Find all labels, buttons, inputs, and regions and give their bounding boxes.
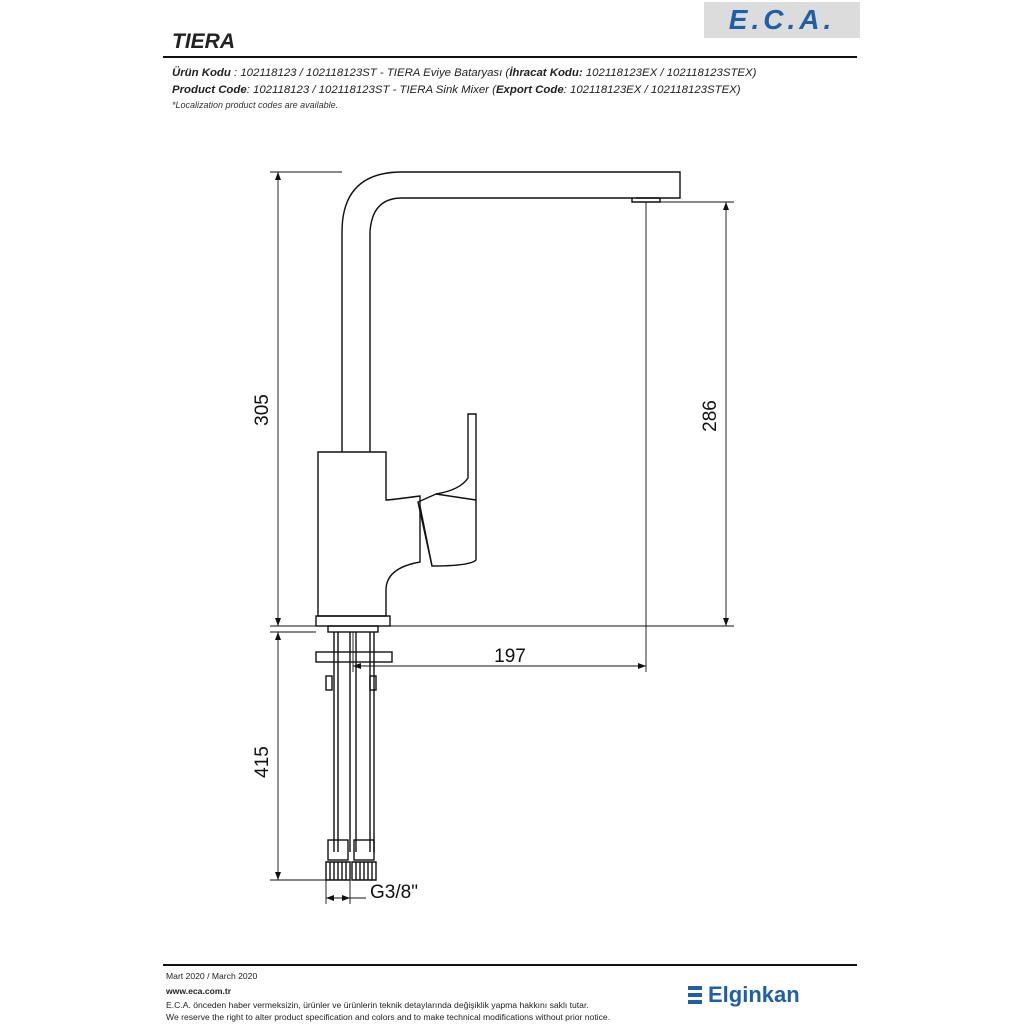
en-export-codes: : 102118123EX / 102118123STEX)	[563, 84, 741, 96]
brand-text: Elginkan	[708, 982, 800, 1007]
handle-inner	[436, 494, 476, 500]
footer-disclaimer-en: We reserve the right to alter product specification and colors and to make technical modifications without prior notice.	[166, 1012, 611, 1022]
product-title: TIERA	[172, 30, 235, 53]
tr-codes: : 102118123 / 102118123ST - TIERA Eviye Bataryası (	[230, 67, 510, 79]
nut-left	[326, 676, 332, 690]
elginkan-logo	[688, 982, 800, 1008]
footer-disclaimer-tr: E.C.A. önceden haber vermeksizin, ürünler ve ürünlerin teknik detaylarında değişiklik yapma hakkını saklı tutar.	[166, 1000, 589, 1010]
nut-right	[370, 676, 376, 690]
dim-label-415: 415	[252, 746, 273, 778]
dim-label-thread: G3/8"	[370, 882, 418, 903]
footer-date: Mart 2020 / March 2020	[166, 971, 258, 981]
handle-inner-2	[420, 506, 432, 566]
en-label: Product Code	[172, 84, 247, 96]
spout-outline	[342, 172, 680, 452]
footer-divider	[163, 964, 857, 966]
mixer-body	[318, 452, 420, 616]
mixer-handle	[418, 414, 476, 566]
dim-label-197: 197	[494, 646, 526, 667]
fitting-right	[354, 840, 374, 860]
logo-text: E.C.A.	[728, 4, 836, 35]
dim-label-286: 286	[700, 400, 721, 432]
elginkan-mark-icon	[688, 986, 702, 1004]
tr-export-label: İhracat Kodu:	[509, 67, 583, 79]
mounting-plate	[316, 652, 392, 662]
localization-note: *Localization product codes are available.	[172, 100, 339, 110]
base-ring	[328, 626, 378, 632]
en-codes: : 102118123 / 102118123ST - TIERA Sink Mixer (	[246, 84, 496, 96]
footer-website-link[interactable]: www.eca.com.tr	[166, 986, 232, 996]
en-export-label: Export Code	[495, 84, 564, 96]
tr-label: Ürün Kodu	[172, 67, 231, 79]
tr-export-codes: 102118123EX / 102118123STEX)	[582, 67, 757, 79]
dim-label-305: 305	[252, 394, 273, 426]
base-flange	[316, 616, 390, 626]
